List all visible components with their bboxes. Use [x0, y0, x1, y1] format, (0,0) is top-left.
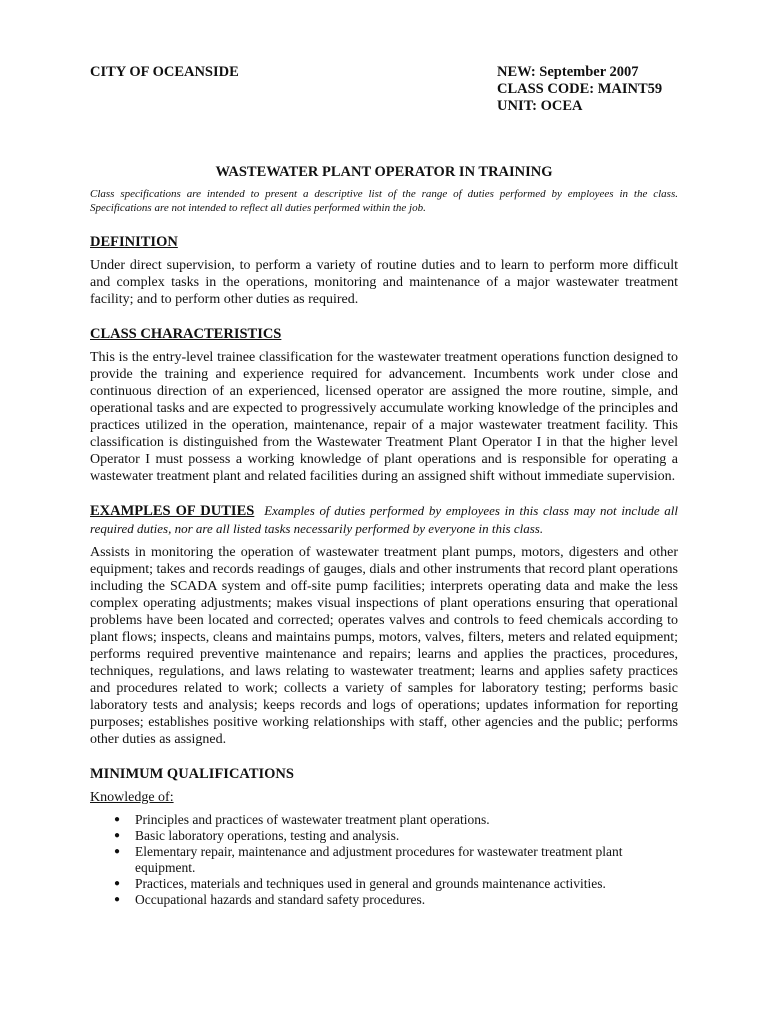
knowledge-of-label: Knowledge of: [90, 790, 174, 805]
new-date: NEW: September 2007 [497, 64, 639, 80]
class-characteristics-text: This is the entry-level trainee classification for the wastewater treatment operations function designed to provide the training and experience required for advancement. Incumbents work under close and continuous direction of an experienced, licensed operator are assigned the more routine, simple, and operational tasks and are expected to progressively accumulate working knowledge of the principles and practices utilized in the operation, maintenance, repair of a major wastewater treatment facility. This classification is distinguished from the Wastewater Treatment Plant Operator I in that the higher level Operator I must possess a working knowledge of plant operations and is responsible for operating a wastewater treatment plant and related facilities during an assigned shift without immediate supervision. [90, 350, 678, 484]
definition-text: Under direct supervision, to perform a variety of routine duties and to learn to perform more difficult and complex tasks in the operations, monitoring and maintenance of a major wastewater treatment facility; and to perform other duties as required. [90, 258, 678, 307]
duties-heading-line [90, 502, 678, 538]
disclaimer: Class specifications are intended to present a descriptive list of the range of duties performed by employees in the class. Specifications are not intended to reflect all duties performed within the job. [90, 188, 678, 214]
list-item: ● Practices, materials and techniques used in general and grounds maintenance activities. [114, 876, 606, 891]
organization-name: CITY OF OCEANSIDE [90, 64, 239, 80]
duties-section [90, 502, 678, 748]
minimum-qualifications-heading: MINIMUM QUALIFICATIONS [90, 766, 294, 782]
duties-heading: EXAMPLES OF DUTIES [90, 503, 255, 519]
list-item: ● Basic laboratory operations, testing and analysis. [114, 828, 400, 843]
class-info [497, 64, 662, 115]
minimum-qualifications-section [90, 765, 678, 908]
class-code: CLASS CODE: MAINT59 [497, 81, 663, 97]
document-title: WASTEWATER PLANT OPERATOR IN TRAINING [215, 164, 553, 180]
document-page [90, 64, 678, 908]
bullet-icon: ● [114, 830, 121, 841]
bullet-icon: ● [114, 814, 121, 825]
knowledge-list [90, 812, 678, 908]
definition-heading: DEFINITION [90, 234, 178, 250]
bullet-icon: ● [114, 894, 121, 905]
document-header [90, 64, 678, 118]
class-characteristics-heading: CLASS CHARACTERISTICS [90, 326, 282, 342]
definition-section [90, 233, 678, 308]
duties-note: Examples of duties performed by employees in this class may not include all required duties, nor are all listed tasks necessarily performed by everyone in this class. [90, 503, 679, 536]
unit: UNIT: OCEA [497, 98, 583, 114]
duties-text: Assists in monitoring the operation of wastewater treatment plant pumps, motors, digesters and other equipment; takes and records readings of gauges, dials and other instruments that record plant operations including the SCADA system and off-site pump facilities; interprets operating data and make the less complex operating adjustments; makes visual inspections of plant operations ensuring that operational problems have been located and corrected; operates valves and controls to feed chemicals according to plant flows; inspects, cleans and maintains pumps, motors, valves, filters, meters and related equipment; performs required preventive maintenance and repairs; learns and applies the practices, procedures, techniques, regulations, and laws relating to wastewater treatment; learns and applies safety practices and procedures related to work; collects a variety of samples for laboratory testing; performs basic laboratory tests and analysis; keeps records and logs of operations; updates information for reporting purposes; establishes positive working relationships with staff, other agencies and the public; performs other duties as assigned. [90, 545, 678, 747]
list-item: ● Elementary repair, maintenance and adjustment procedures for wastewater treatment plant equipment. [114, 844, 623, 875]
list-item: ● Principles and practices of wastewater treatment plant operations. [114, 812, 490, 827]
bullet-icon: ● [114, 846, 121, 857]
bullet-icon: ● [114, 878, 121, 889]
list-item: ● Occupational hazards and standard safety procedures. [114, 892, 426, 907]
class-characteristics-section [90, 325, 678, 485]
